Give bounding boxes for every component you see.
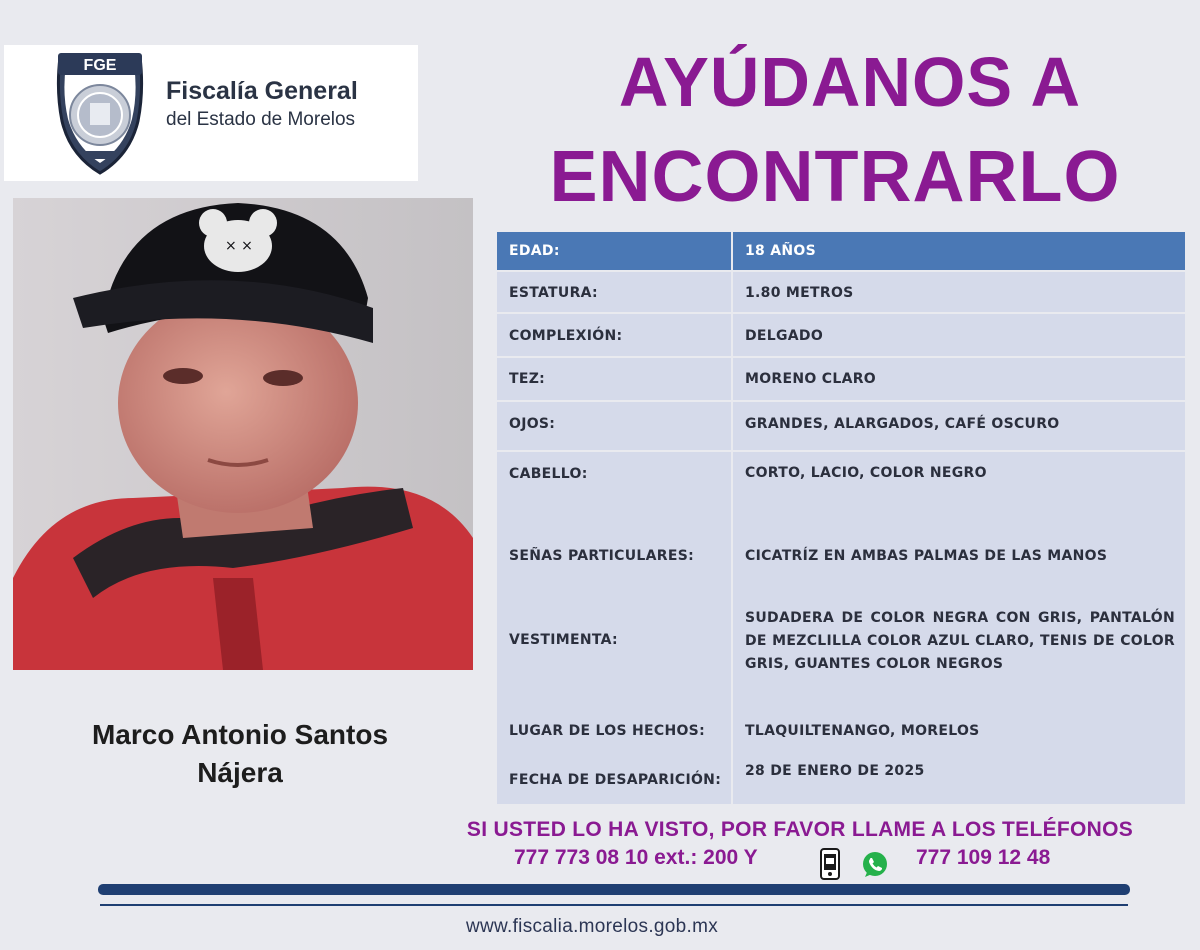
headline-line-1: AYÚDANOS A: [618, 43, 1082, 121]
value-estatura: 1.80 METROS: [745, 285, 854, 301]
row-ojos-label-cell: [497, 402, 731, 450]
row-ojos-value-cell: [733, 402, 1185, 450]
row-complexion-value-cell: [733, 314, 1185, 356]
org-subtitle: del Estado de Morelos: [166, 109, 356, 130]
missing-person-photo: [13, 198, 473, 670]
label-edad: EDAD:: [509, 243, 560, 259]
phone-number-2: 777 109 12 48: [916, 846, 1051, 869]
label-tez: TEZ:: [509, 371, 546, 387]
value-cabello: CORTO, LACIO, COLOR NEGRO: [745, 465, 987, 481]
mobile-phone-icon: [820, 848, 840, 880]
label-fecha: FECHA DE DESAPARICIÓN:: [509, 772, 722, 788]
label-cabello: CABELLO:: [509, 466, 588, 482]
row-tez-value-cell: [733, 358, 1185, 400]
label-ojos: OJOS:: [509, 416, 556, 432]
phone-number-1: 777 773 08 10 ext.: 200 Y: [514, 846, 758, 869]
label-senas: SEÑAS PARTICULARES:: [509, 548, 694, 564]
row-estatura-label-cell: [497, 272, 731, 312]
value-tez: MORENO CLARO: [745, 371, 876, 387]
block-extra-label-cell: [497, 452, 731, 804]
value-ojos: GRANDES, ALARGADOS, CAFÉ OSCURO: [745, 416, 1060, 432]
row-complexion-label-cell: [497, 314, 731, 356]
person-name: [40, 716, 440, 792]
value-senas: CICATRÍZ EN AMBAS PALMAS DE LAS MANOS: [745, 548, 1108, 564]
value-lugar: TLAQUILTENANGO, MORELOS: [745, 723, 980, 739]
row-edad-label-cell: [497, 232, 731, 270]
person-name-line-1: Marco Antonio Santos: [91, 719, 389, 750]
value-edad: 18 AÑOS: [745, 243, 816, 259]
person-name-line-2: Nájera: [197, 757, 283, 788]
org-name: Fiscalía General: [166, 77, 358, 105]
whatsapp-icon: [860, 850, 890, 880]
agency-logo-block: [4, 45, 418, 181]
label-complexion: COMPLEXIÓN:: [509, 328, 623, 344]
value-vestimenta: SUDADERA DE COLOR NEGRA CON GRIS, PANTALÓN DE MEZCLILLA COLOR AZUL CLARO, TENIS DE COLOR GRIS, GUANTES COLOR NEGROS: [745, 610, 1175, 672]
headline-line-2: ENCONTRARLO: [549, 137, 1121, 217]
fge-badge-logo: [52, 51, 148, 175]
label-lugar: LUGAR DE LOS HECHOS:: [509, 723, 705, 739]
website-link[interactable]: www.fiscalia.morelos.gob.mx: [466, 916, 719, 937]
details-table: [497, 232, 1185, 804]
call-to-action: SI USTED LO HA VISTO, POR FAVOR LLAME A LOS TELÉFONOS: [466, 818, 1134, 841]
label-estatura: ESTATURA:: [509, 285, 598, 301]
svg-text:× ×: × ×: [225, 238, 253, 254]
badge-text: FGE: [83, 57, 117, 74]
footer-divider: [100, 904, 1128, 906]
value-complexion: DELGADO: [745, 328, 824, 344]
block-extra-value-cell: [733, 452, 1185, 804]
row-tez-label-cell: [497, 358, 731, 400]
label-vestimenta: VESTIMENTA:: [509, 632, 618, 648]
value-fecha: 28 DE ENERO DE 2025: [745, 763, 925, 779]
footer-bar: [98, 884, 1130, 895]
row-estatura-value-cell: [733, 272, 1185, 312]
row-edad-value-cell: [733, 232, 1185, 270]
